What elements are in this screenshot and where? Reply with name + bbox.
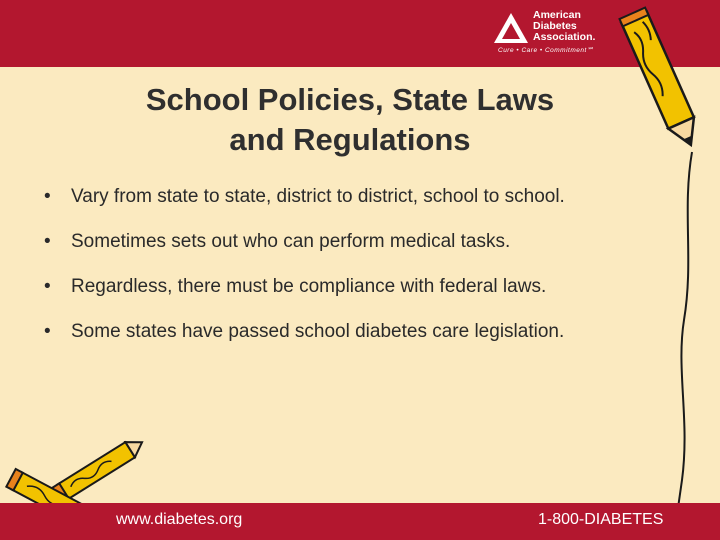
slide-title <box>60 80 640 160</box>
bullet-item <box>44 186 704 231</box>
bullet-text: Regardless, there must be compliance with federal laws. <box>71 276 547 297</box>
triangle-logo-icon <box>493 12 529 44</box>
bullet-text: Sometimes sets out who can perform medical tasks. <box>71 231 511 252</box>
logo-tagline: Cure • Care • Commitment℠ <box>498 47 594 54</box>
slide-title-line-2: and Regulations <box>229 122 471 157</box>
bullet-dot: • <box>44 276 51 297</box>
bullet-item <box>44 321 704 366</box>
bullet-text: Vary from state to state, district to district, school to school. <box>71 186 565 207</box>
footer-url-link[interactable]: www.diabetes.org <box>116 511 243 528</box>
bullet-dot: • <box>44 186 51 207</box>
bullet-item <box>44 276 704 321</box>
bullet-dot: • <box>44 231 51 252</box>
bullet-list <box>44 186 704 366</box>
logo-name: American Diabetes Association. <box>533 9 596 43</box>
slide-title-line-1: School Policies, State Laws <box>145 82 555 117</box>
bullet-text: Some states have passed school diabetes care legislation. <box>71 321 565 342</box>
footer-phone: 1-800-DIABETES <box>538 511 664 528</box>
bullet-dot: • <box>44 321 51 342</box>
bullet-item <box>44 231 704 276</box>
ada-logo <box>493 8 618 58</box>
